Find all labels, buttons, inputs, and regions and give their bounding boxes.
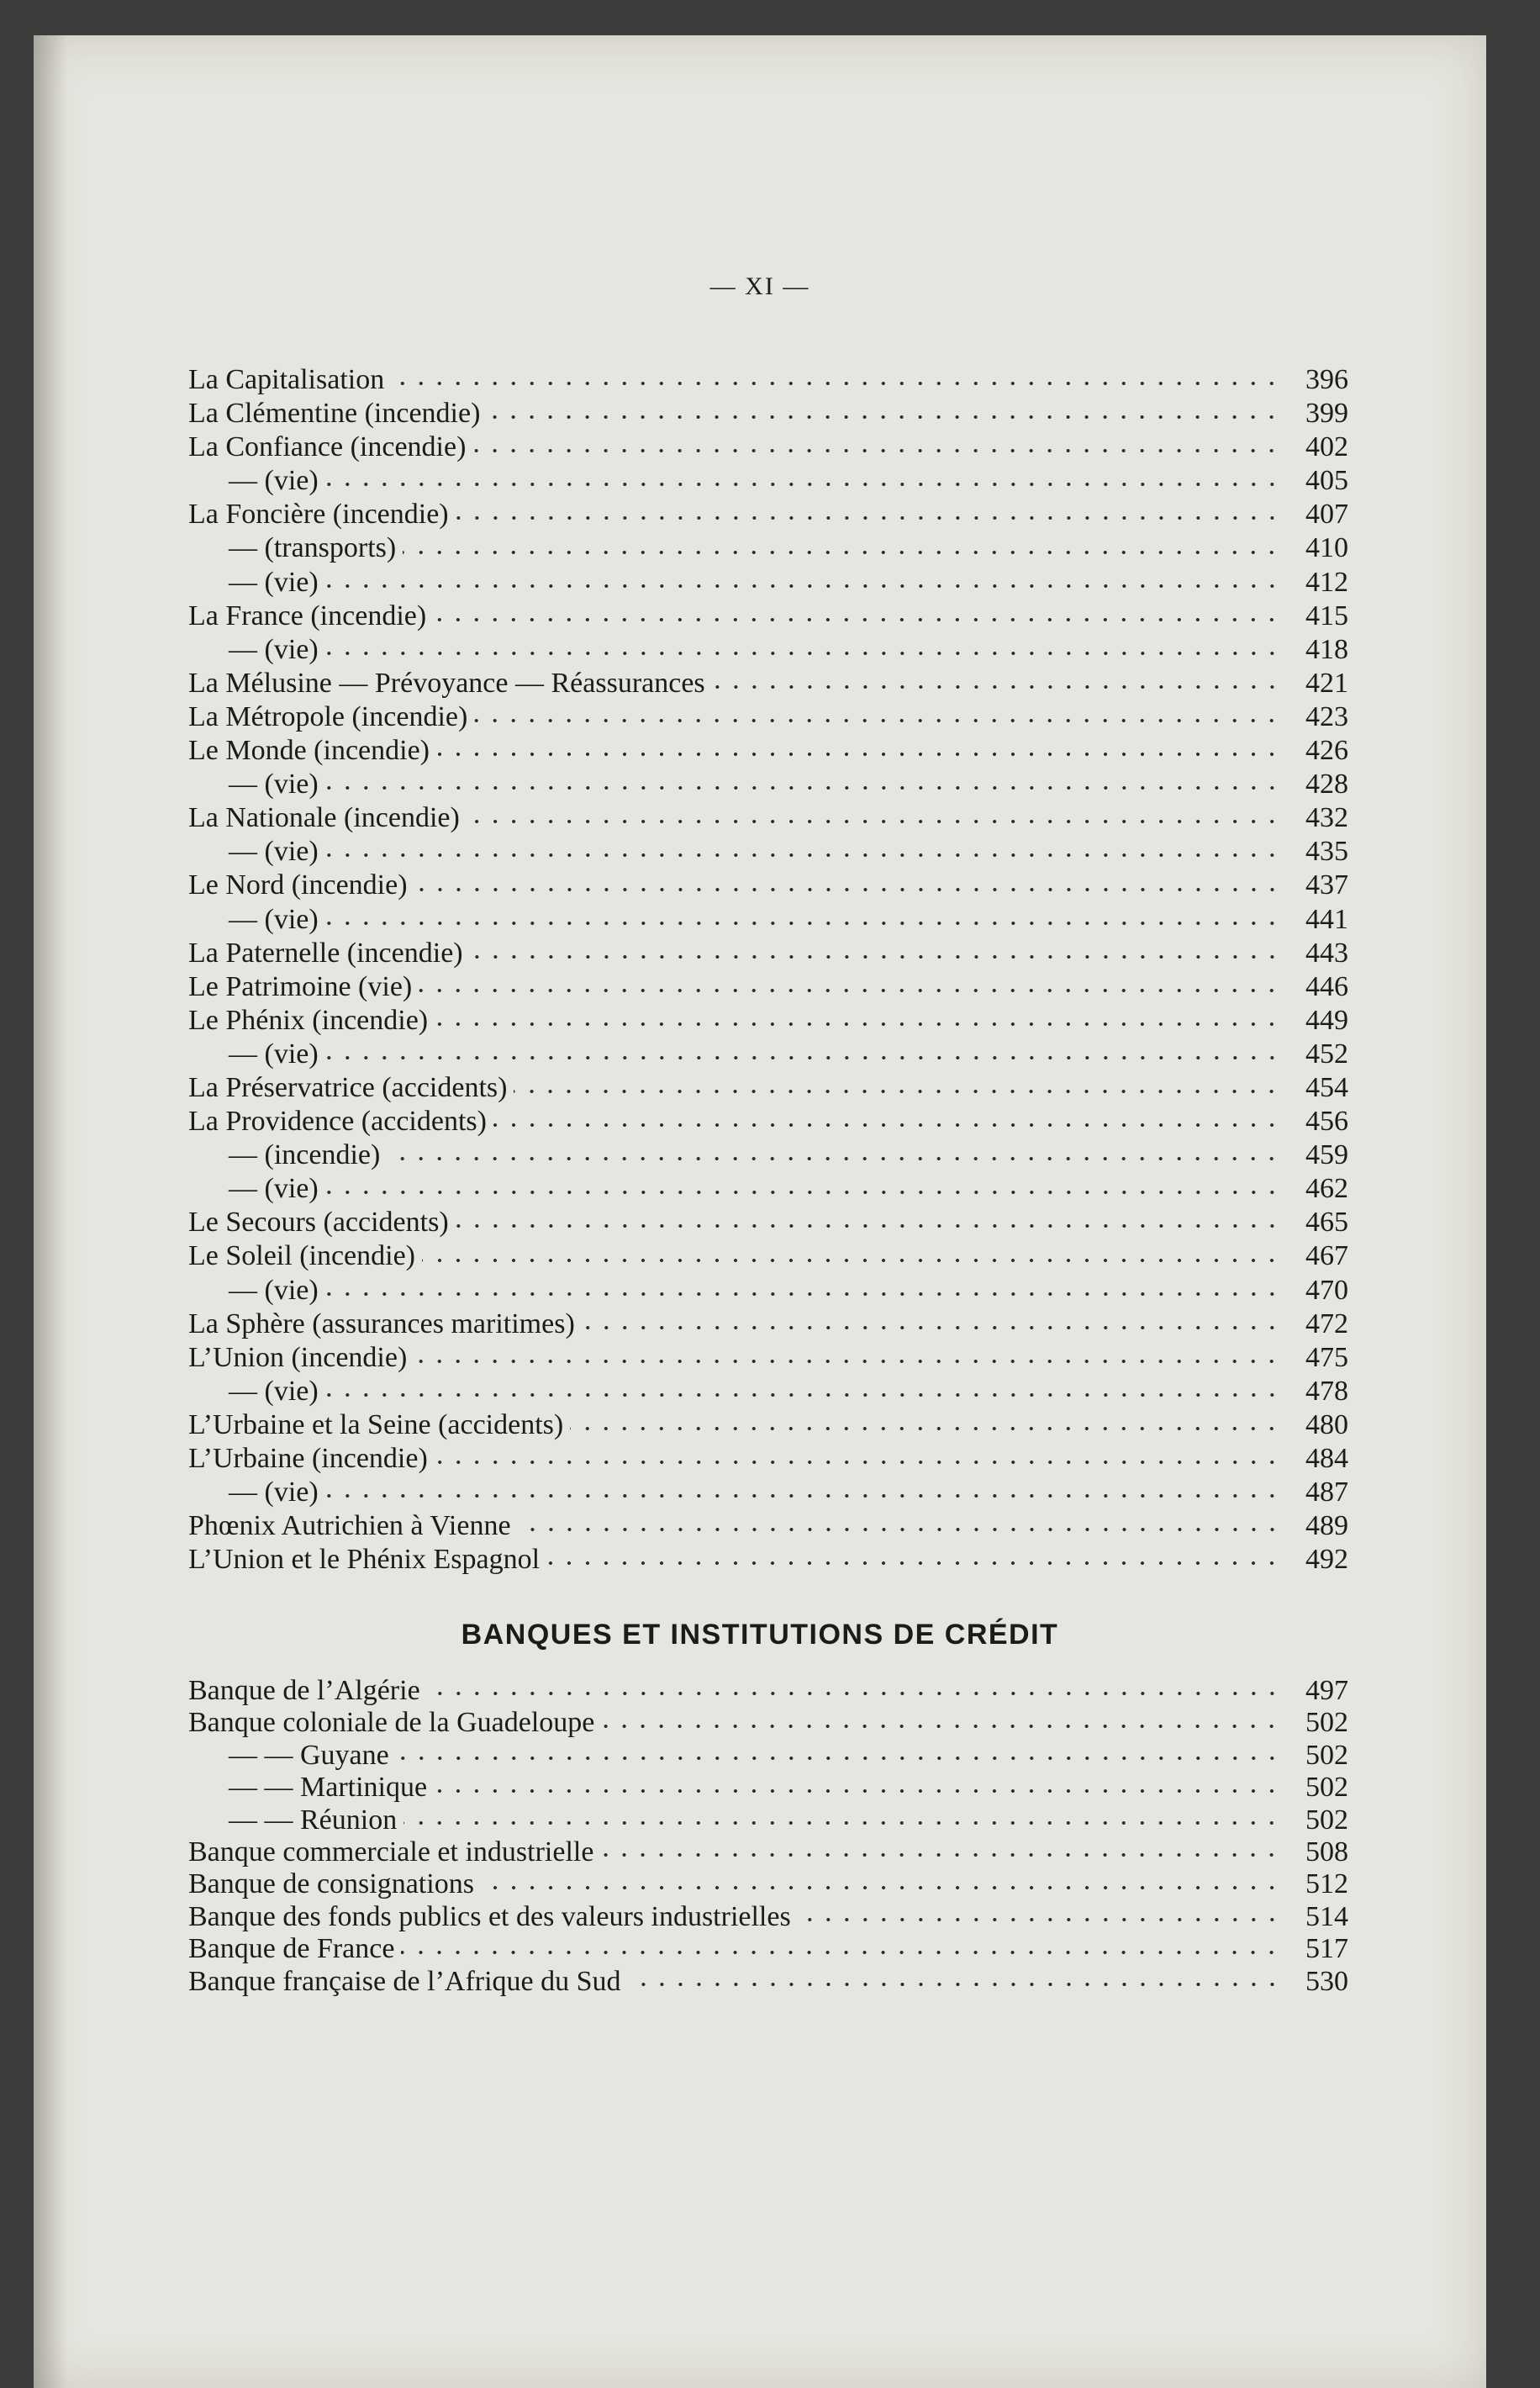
entry-label: La Providence (accidents) xyxy=(188,1106,487,1138)
dot-leader xyxy=(401,1947,1281,1957)
index-entry xyxy=(188,1509,1348,1543)
dot-leader xyxy=(414,1356,1281,1366)
dot-leader xyxy=(712,682,1281,692)
dot-leader xyxy=(434,1786,1281,1796)
dot-leader xyxy=(456,513,1281,523)
index-entry xyxy=(188,1772,1348,1804)
index-entry xyxy=(188,1172,1348,1206)
dot-leader xyxy=(467,816,1281,827)
entry-page-number: 456 xyxy=(1305,1106,1348,1138)
index-entry xyxy=(188,1139,1348,1172)
entry-label: La Nationale (incendie) xyxy=(188,802,460,834)
entry-page-number: 446 xyxy=(1305,970,1348,1002)
entry-label: La Sphère (assurances maritimes) xyxy=(188,1308,575,1339)
entry-page-number: 432 xyxy=(1305,802,1348,834)
index-entry xyxy=(188,1408,1348,1442)
section-heading-banques: BANQUES ET INSTITUTIONS DE CRÉDIT xyxy=(461,1619,1059,1651)
dot-leader xyxy=(474,716,1281,726)
dot-leader xyxy=(600,1850,1281,1860)
index-entry xyxy=(188,1341,1348,1375)
index-entry xyxy=(188,903,1348,937)
index-entry xyxy=(188,734,1348,768)
index-entry xyxy=(188,1274,1348,1308)
entry-page-number: 487 xyxy=(1305,1477,1348,1508)
entry-page-number: 502 xyxy=(1305,1739,1348,1771)
dot-leader xyxy=(325,783,1281,793)
entry-label: Le Monde (incendie) xyxy=(188,735,430,767)
index-entry xyxy=(188,464,1348,498)
index-entry xyxy=(188,1901,1348,1933)
entry-page-number: 410 xyxy=(1305,532,1348,564)
entry-label: Le Nord (incendie) xyxy=(188,869,408,901)
entry-label: Banque de consignations xyxy=(188,1868,474,1900)
entry-page-number: 492 xyxy=(1305,1544,1348,1576)
dot-leader xyxy=(433,615,1281,625)
entry-page-number: 465 xyxy=(1305,1207,1348,1239)
entry-page-number: 508 xyxy=(1305,1836,1348,1868)
entry-label: La Confiance (incendie) xyxy=(188,431,467,463)
dot-leader xyxy=(387,1154,1281,1164)
entry-label: L’Urbaine (incendie) xyxy=(188,1443,428,1474)
entry-page-number: 437 xyxy=(1305,869,1348,901)
entry-label: La Métropole (incendie) xyxy=(188,700,468,732)
entry-page-number: 396 xyxy=(1305,364,1348,395)
index-entry xyxy=(188,1740,1348,1772)
entry-page-number: 475 xyxy=(1305,1341,1348,1373)
entry-page-number: 423 xyxy=(1305,700,1348,732)
entry-label: — (vie) xyxy=(229,1274,319,1306)
entry-label: L’Union et le Phénix Espagnol xyxy=(188,1544,541,1576)
entry-label: La Mélusine — Prévoyance — Réassurances xyxy=(188,667,705,699)
dot-leader xyxy=(391,378,1281,388)
entry-page-number: 530 xyxy=(1305,1965,1348,1997)
index-entry xyxy=(188,363,1348,397)
index-entry xyxy=(188,431,1348,464)
entry-page-number: 472 xyxy=(1305,1308,1348,1339)
entry-label: Banque de France xyxy=(188,1933,395,1965)
index-entry xyxy=(188,1966,1348,1998)
entry-label: Banque coloniale de la Guadeloupe xyxy=(188,1707,595,1739)
index-entry xyxy=(188,869,1348,902)
entry-label: Le Secours (accidents) xyxy=(188,1207,449,1239)
entry-label: Banque française de l’Afrique du Sud xyxy=(188,1965,621,1997)
index-entry xyxy=(188,633,1348,667)
index-entry xyxy=(188,835,1348,869)
index-entry xyxy=(188,1933,1348,1965)
entry-label: — (vie) xyxy=(229,836,319,868)
dot-leader xyxy=(493,1120,1281,1130)
entry-label: La Foncière (incendie) xyxy=(188,499,449,531)
dot-leader xyxy=(481,1883,1281,1893)
entry-label: La Paternelle (incendie) xyxy=(188,937,463,969)
entry-page-number: 478 xyxy=(1305,1375,1348,1407)
entry-page-number: 467 xyxy=(1305,1240,1348,1272)
entry-page-number: 502 xyxy=(1305,1772,1348,1804)
index-entry xyxy=(188,1442,1348,1476)
index-entry xyxy=(188,1675,1348,1707)
entry-page-number: 502 xyxy=(1305,1707,1348,1739)
entry-page-number: 512 xyxy=(1305,1868,1348,1900)
dot-leader xyxy=(798,1915,1281,1925)
index-entry xyxy=(188,1239,1348,1273)
assurances-index-list xyxy=(188,363,1348,1577)
entry-label: — (vie) xyxy=(229,1375,319,1407)
entry-page-number: 426 xyxy=(1305,735,1348,767)
entry-label: — (vie) xyxy=(229,566,319,598)
entry-label: — (vie) xyxy=(229,633,319,665)
entry-label: — (vie) xyxy=(229,903,319,935)
entry-page-number: 399 xyxy=(1305,398,1348,430)
entry-page-number: 441 xyxy=(1305,903,1348,935)
entry-label: Banque des fonds publics et des valeurs industrielles xyxy=(188,1900,791,1932)
index-entry xyxy=(188,566,1348,600)
dot-leader xyxy=(325,1390,1281,1400)
entry-page-number: 418 xyxy=(1305,633,1348,665)
dot-leader xyxy=(325,1187,1281,1197)
running-head: — XI — xyxy=(709,272,810,300)
index-entry xyxy=(188,1707,1348,1739)
entry-page-number: 402 xyxy=(1305,431,1348,463)
entry-page-number: 421 xyxy=(1305,667,1348,699)
dot-leader xyxy=(435,1019,1281,1029)
entry-label: — (vie) xyxy=(229,1038,319,1070)
entry-page-number: 415 xyxy=(1305,600,1348,631)
index-entry xyxy=(188,1868,1348,1900)
dot-leader xyxy=(414,885,1281,895)
entry-label: — — Martinique xyxy=(229,1772,428,1804)
index-entry xyxy=(188,801,1348,835)
entry-page-number: 443 xyxy=(1305,937,1348,969)
entry-page-number: 454 xyxy=(1305,1071,1348,1103)
document-page xyxy=(34,35,1486,2388)
entry-label: L’Urbaine et la Seine (accidents) xyxy=(188,1408,564,1440)
dot-leader xyxy=(403,1818,1281,1828)
dot-leader xyxy=(582,1323,1281,1333)
index-entry xyxy=(188,397,1348,431)
entry-page-number: 480 xyxy=(1305,1408,1348,1440)
dot-leader xyxy=(628,1979,1281,1989)
index-entry xyxy=(188,1804,1348,1836)
dot-leader xyxy=(487,412,1281,422)
entry-label: La Capitalisation xyxy=(188,364,385,395)
dot-leader xyxy=(518,1524,1281,1535)
entry-label: — (vie) xyxy=(229,465,319,497)
entry-page-number: 452 xyxy=(1305,1038,1348,1070)
dot-leader xyxy=(422,1255,1281,1265)
entry-page-number: 435 xyxy=(1305,836,1348,868)
entry-page-number: 428 xyxy=(1305,769,1348,800)
dot-leader xyxy=(325,479,1281,489)
index-entry xyxy=(188,1543,1348,1577)
dot-leader xyxy=(325,581,1281,591)
entry-page-number: 514 xyxy=(1305,1900,1348,1932)
dot-leader xyxy=(456,1221,1281,1231)
index-entry xyxy=(188,1038,1348,1071)
dot-leader xyxy=(325,850,1281,860)
entry-page-number: 449 xyxy=(1305,1004,1348,1036)
index-entry xyxy=(188,1836,1348,1868)
banques-index-list xyxy=(188,1675,1348,1998)
entry-label: Banque commerciale et industrielle xyxy=(188,1836,594,1868)
entry-label: — — Guyane xyxy=(229,1739,389,1771)
dot-leader xyxy=(325,918,1281,928)
dot-leader xyxy=(427,1688,1281,1699)
entry-label: La Clémentine (incendie) xyxy=(188,398,481,430)
dot-leader xyxy=(325,1053,1281,1063)
index-entry xyxy=(188,970,1348,1004)
entry-label: Banque de l’Algérie xyxy=(188,1675,420,1706)
index-entry xyxy=(188,1105,1348,1139)
entry-label: Phœnix Autrichien à Vienne xyxy=(188,1510,511,1542)
entry-label: Le Phénix (incendie) xyxy=(188,1004,429,1036)
index-entry xyxy=(188,1308,1348,1341)
entry-label: L’Union (incendie) xyxy=(188,1341,408,1373)
index-entry xyxy=(188,1071,1348,1105)
index-entry xyxy=(188,531,1348,565)
entry-page-number: 484 xyxy=(1305,1443,1348,1474)
dot-leader xyxy=(396,1753,1281,1763)
entry-page-number: 407 xyxy=(1305,499,1348,531)
entry-label: — (transports) xyxy=(229,532,397,564)
entry-label: La France (incendie) xyxy=(188,600,427,631)
dot-leader xyxy=(472,446,1281,456)
index-entry xyxy=(188,498,1348,531)
entry-page-number: 517 xyxy=(1305,1933,1348,1965)
dot-leader xyxy=(325,1289,1281,1299)
entry-page-number: 497 xyxy=(1305,1675,1348,1706)
dot-leader xyxy=(470,952,1281,962)
entry-label: — (vie) xyxy=(229,1173,319,1205)
entry-label: La Préservatrice (accidents) xyxy=(188,1071,508,1103)
dot-leader xyxy=(435,1457,1281,1467)
entry-label: Le Soleil (incendie) xyxy=(188,1240,416,1272)
index-entry xyxy=(188,937,1348,970)
dot-leader xyxy=(546,1558,1281,1568)
entry-page-number: 489 xyxy=(1305,1510,1348,1542)
entry-label: — (vie) xyxy=(229,769,319,800)
dot-leader xyxy=(325,1491,1281,1501)
index-entry xyxy=(188,700,1348,734)
index-entry xyxy=(188,1476,1348,1509)
index-entry xyxy=(188,600,1348,633)
dot-leader xyxy=(570,1424,1281,1434)
entry-label: — (incendie) xyxy=(229,1139,381,1171)
dot-leader xyxy=(601,1721,1281,1731)
dot-leader xyxy=(325,648,1281,658)
index-entry xyxy=(188,1004,1348,1038)
entry-label: — — Réunion xyxy=(229,1804,398,1836)
index-entry xyxy=(188,1206,1348,1239)
entry-page-number: 502 xyxy=(1305,1804,1348,1836)
entry-page-number: 405 xyxy=(1305,465,1348,497)
dot-leader xyxy=(419,985,1281,996)
dot-leader xyxy=(403,547,1281,557)
entry-page-number: 412 xyxy=(1305,566,1348,598)
index-entry xyxy=(188,768,1348,801)
entry-page-number: 459 xyxy=(1305,1139,1348,1171)
dot-leader xyxy=(514,1086,1281,1096)
entry-page-number: 470 xyxy=(1305,1274,1348,1306)
entry-page-number: 462 xyxy=(1305,1173,1348,1205)
entry-label: — (vie) xyxy=(229,1477,319,1508)
entry-label: Le Patrimoine (vie) xyxy=(188,970,413,1002)
index-entry xyxy=(188,1375,1348,1408)
index-entry xyxy=(188,667,1348,700)
dot-leader xyxy=(436,749,1281,759)
